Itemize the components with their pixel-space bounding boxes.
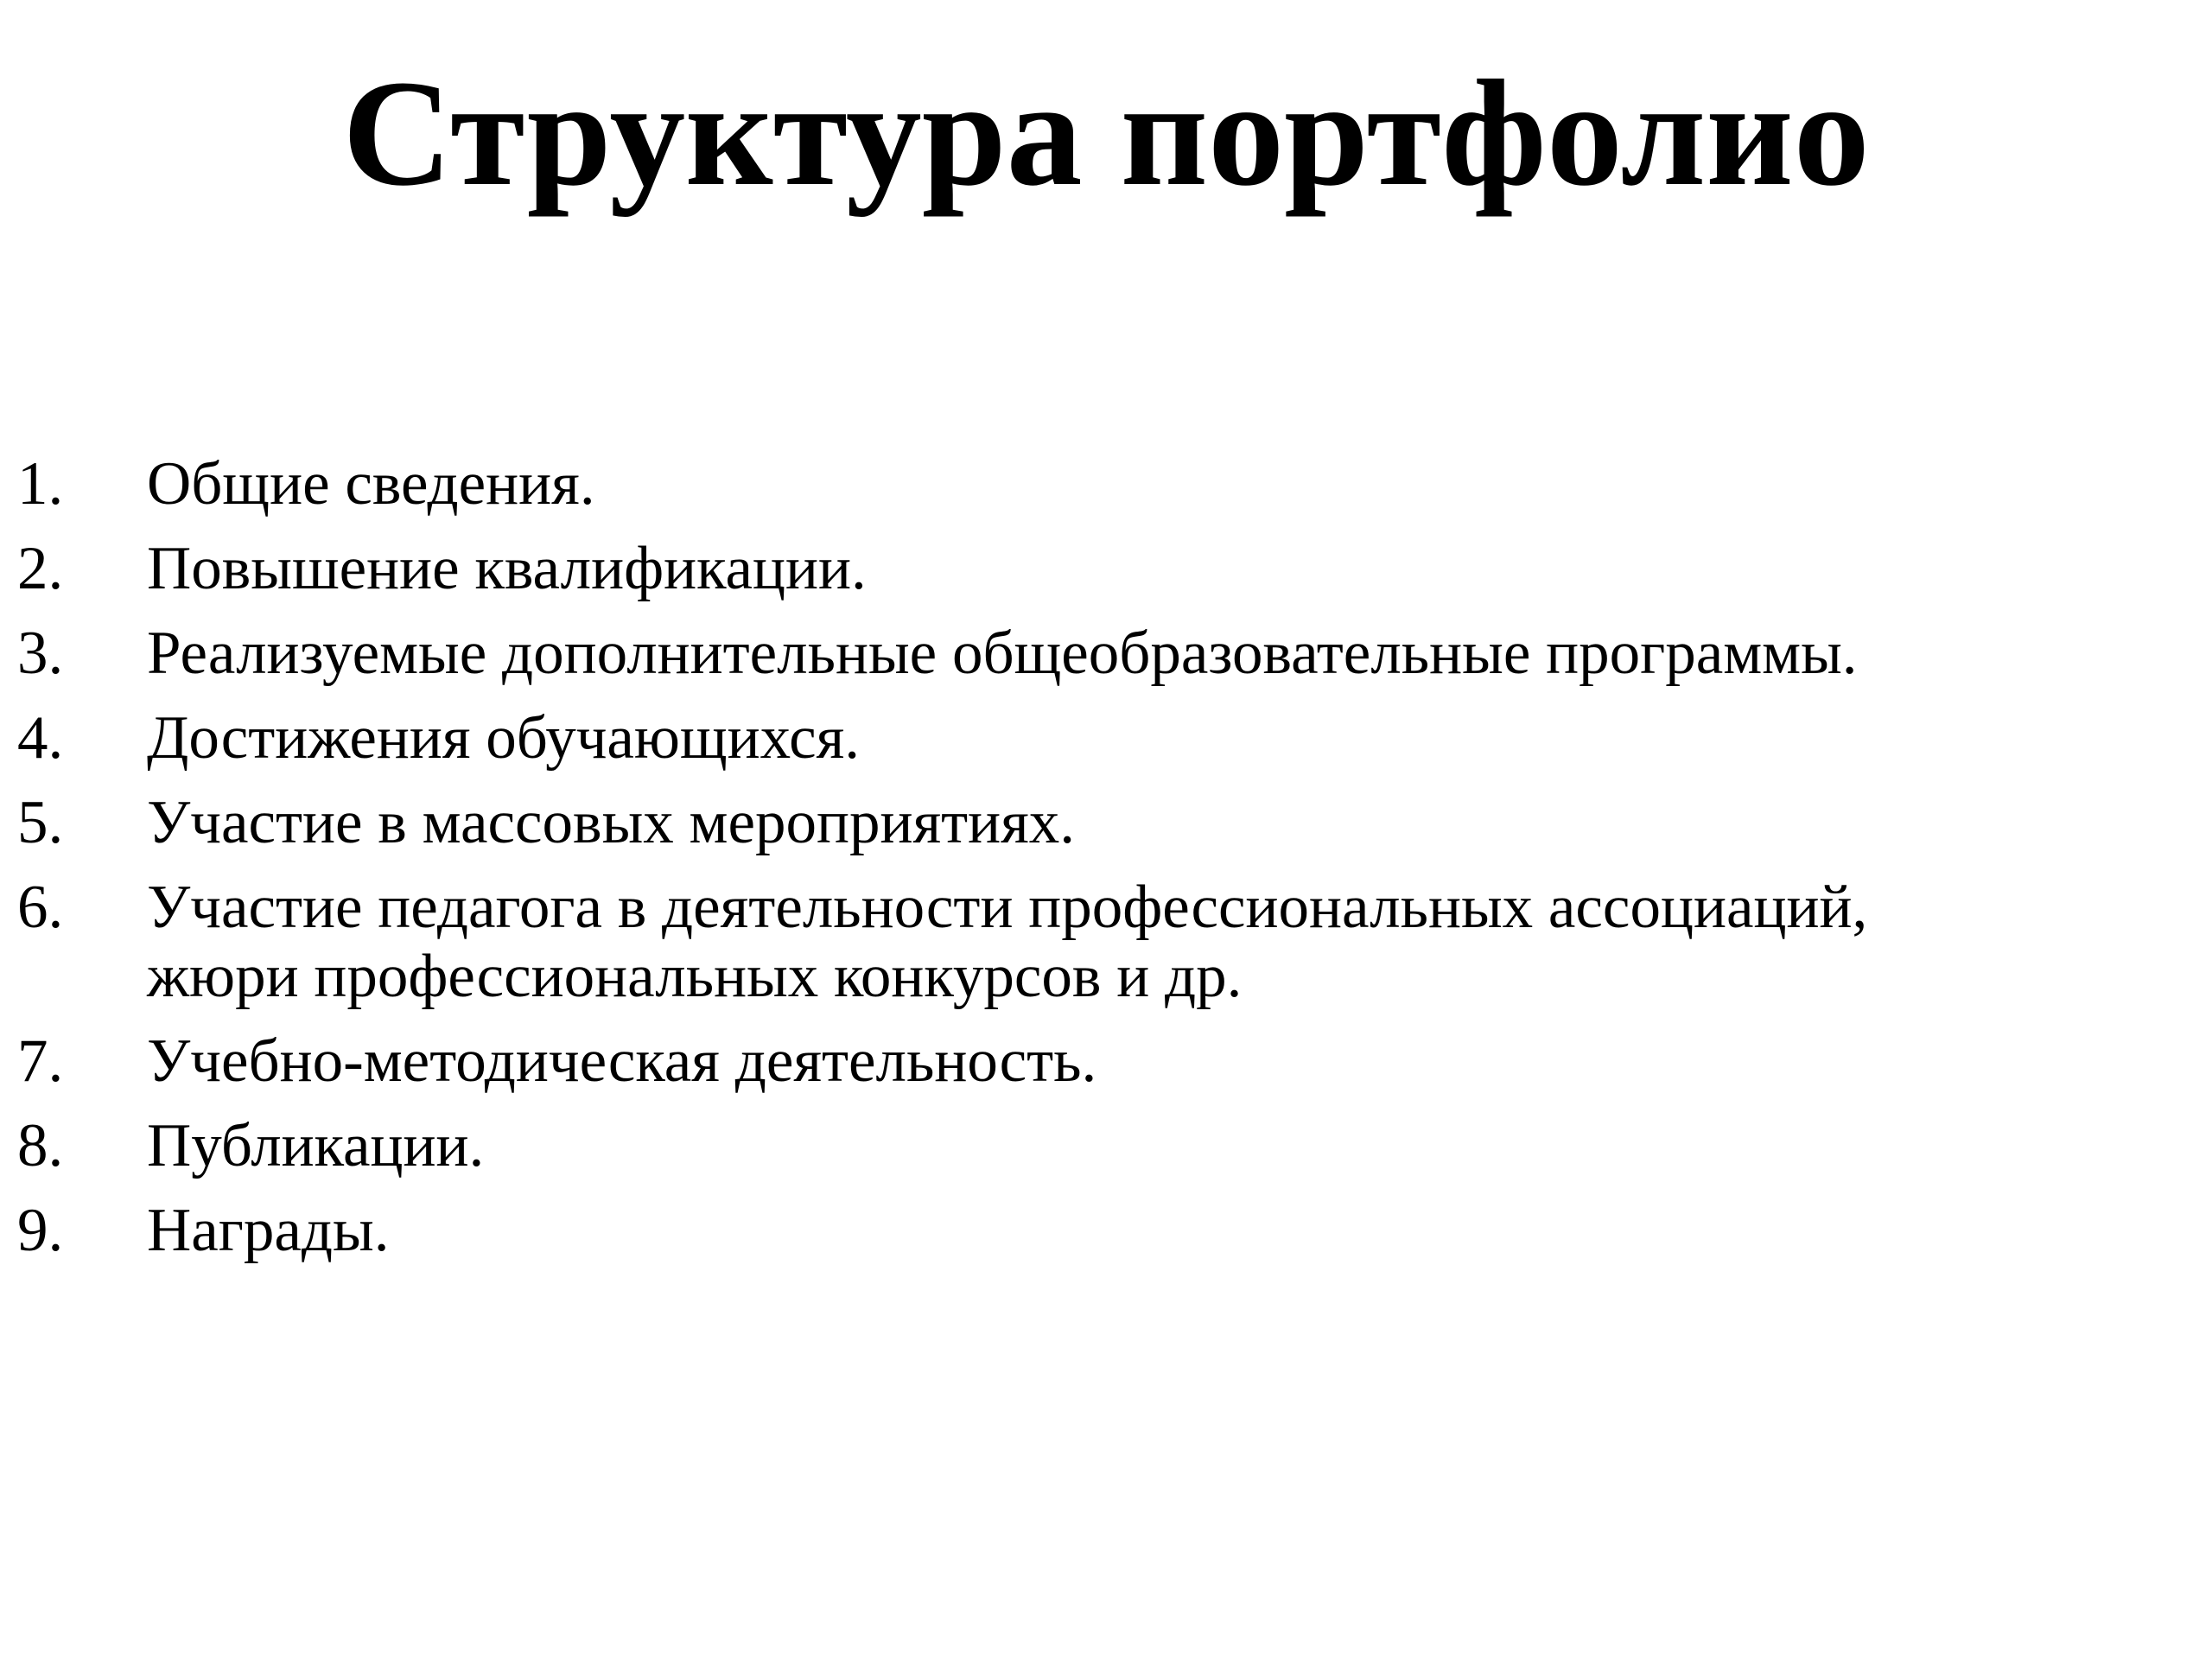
list-item-number: 3.	[17, 620, 64, 687]
list-item	[17, 1027, 2177, 1096]
list-item-text: Повышение квалификации.	[147, 535, 867, 602]
list-item	[17, 703, 2177, 772]
portfolio-structure-list	[17, 449, 2177, 1281]
list-item	[17, 619, 2177, 688]
list-item-number: 2.	[17, 535, 64, 602]
list-item	[17, 1196, 2177, 1265]
list-item-text: Публикации.	[147, 1112, 485, 1179]
list-item-text: Участие в массовых мероприятиях.	[147, 789, 1076, 856]
list-item	[17, 1111, 2177, 1180]
list-item-number: 9.	[17, 1197, 64, 1264]
list-item	[17, 788, 2177, 857]
list-item-number: 1.	[17, 450, 64, 518]
list-item-number: 8.	[17, 1112, 64, 1179]
list-item	[17, 534, 2177, 603]
list-item-text: Участие педагога в деятельности профессиональных ассоциаций, жюри профессиональных конкурсов и др.	[147, 874, 1868, 1010]
list-item	[17, 449, 2177, 518]
list-item-number: 4.	[17, 704, 64, 772]
list-item-text: Реализуемые дополнительные общеобразовательные программы.	[147, 620, 1858, 687]
list-item-text: Учебно-методическая деятельность.	[147, 1027, 1097, 1095]
list-item-number: 7.	[17, 1027, 64, 1095]
page-title: Структура портфолио	[342, 49, 1870, 218]
list-item-text: Общие сведения.	[147, 450, 595, 518]
list-item-text: Награды.	[147, 1197, 390, 1264]
list-item	[17, 873, 2177, 1011]
list-item-number: 5.	[17, 789, 64, 856]
list-item-text: Достижения обучающихся.	[147, 704, 860, 772]
list-item-number: 6.	[17, 874, 64, 941]
